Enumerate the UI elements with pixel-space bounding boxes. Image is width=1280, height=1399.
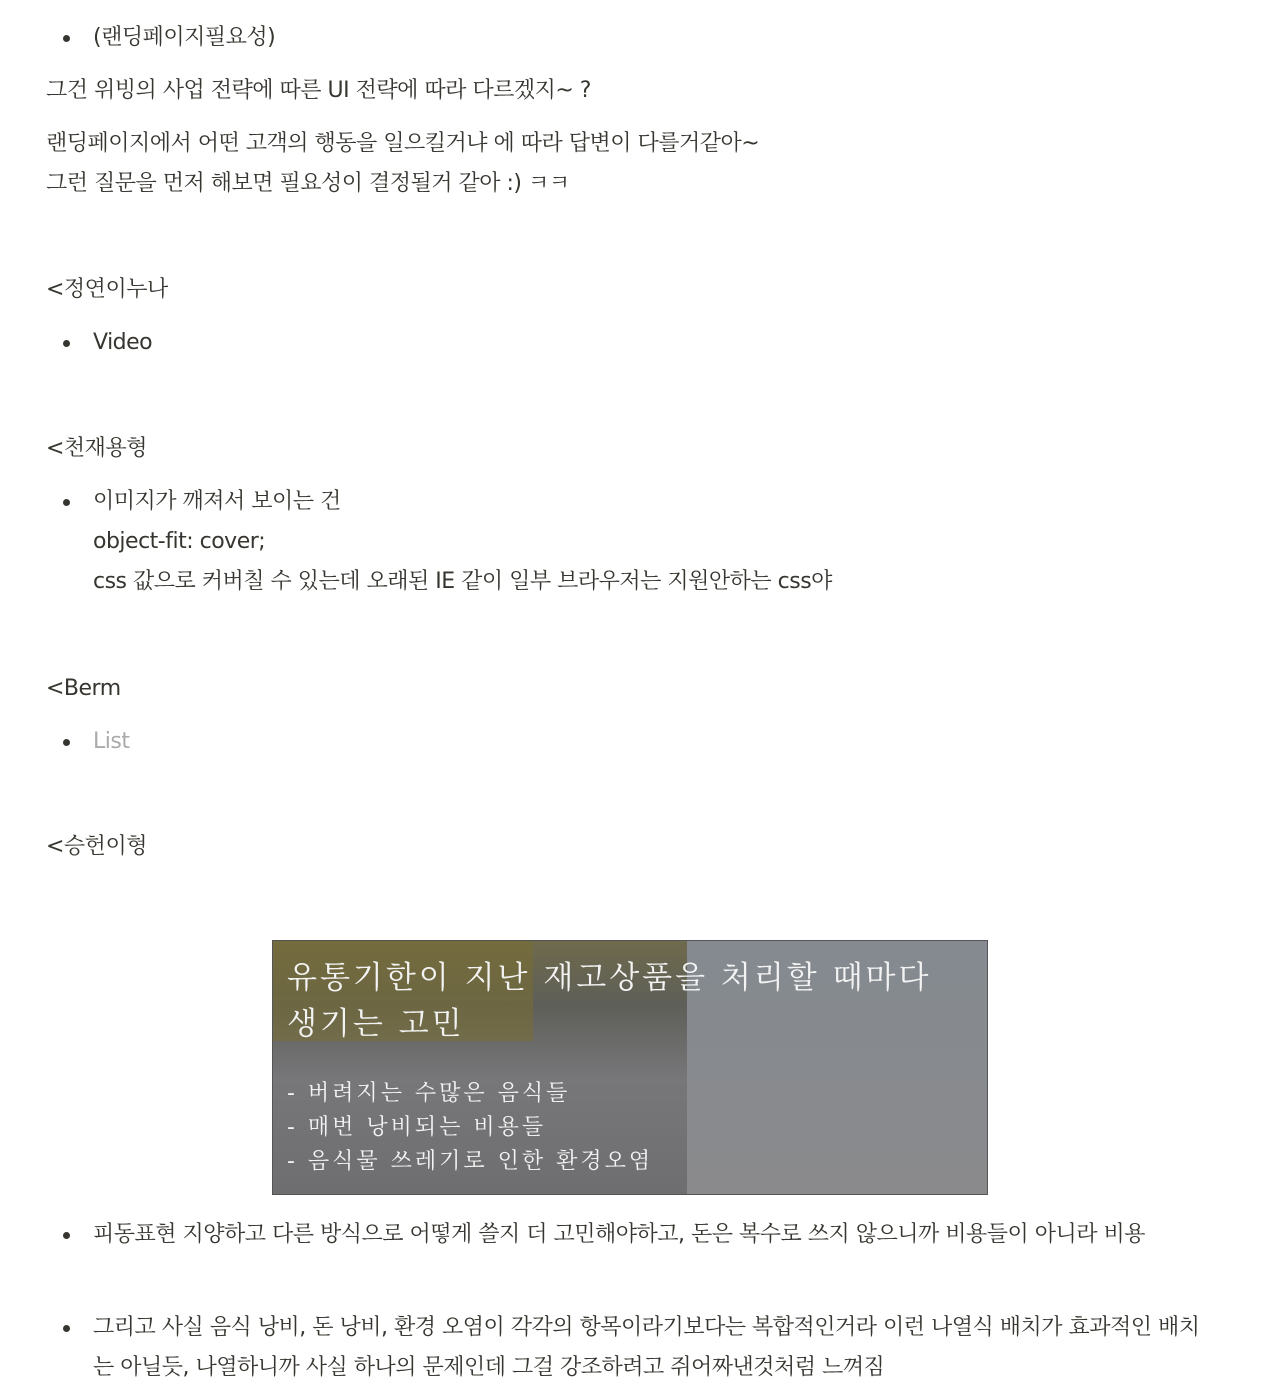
paragraph: 그런 질문을 먼저 해보면 필요성이 결정될거 같아 :) ㅋㅋ [46, 171, 570, 196]
image-title [287, 955, 931, 1047]
embedded-image [272, 940, 988, 1195]
bullet-line: object-fit: cover; [93, 529, 266, 554]
bullet-item: 그리고 사실 음식 낭비, 돈 낭비, 환경 오염이 각각의 항목이라기보다는 복합적인거라 이런 나열식 배치가 효과적인 배치는 아닐듯, 나열하니까 사실 하나의 문제인데 그걸 강조하려고 쥐어짜낸것처럼 느껴짐 [93, 1308, 1203, 1388]
bullet-item-placeholder[interactable]: List [93, 722, 129, 762]
section-heading: <승헌이형 [46, 834, 147, 859]
section-heading: <정연이누나 [46, 277, 168, 302]
section-heading: <천재용형 [46, 436, 147, 461]
bullet-item: Video [93, 323, 152, 363]
bullet-item: (랜딩페이지필요성) [93, 18, 275, 58]
bullet-item: 피동표현 지양하고 다른 방식으로 어떻게 쓸지 더 고민해야하고, 돈은 복수로 쓰지 않으니까 비용들이 아니라 비용 [93, 1215, 1203, 1255]
image-title-line: 생기는 고민 [287, 1006, 465, 1042]
bullet-line: 이미지가 깨져서 보이는 건 [93, 489, 341, 514]
image-list-item: - 매번 낭비되는 비용들 [287, 1115, 547, 1140]
paragraph: 랜딩페이지에서 어떤 고객의 행동을 일으킬거냐 에 따라 답변이 다를거같아~ [46, 131, 760, 156]
section-heading: <Berm [46, 676, 121, 701]
image-list [287, 1077, 653, 1179]
paragraph: 그건 위빙의 사업 전략에 따른 UI 전략에 따라 다르겠지~ ? [46, 78, 591, 103]
image-title-line: 유통기한이 지난 재고상품을 처리할 때마다 [287, 960, 932, 996]
image-list-item: - 음식물 쓰레기로 인한 환경오염 [287, 1149, 654, 1174]
bullet-item [93, 482, 832, 602]
image-list-item: - 버려지는 수많은 음식들 [287, 1081, 571, 1106]
bullet-line: css 값으로 커버칠 수 있는데 오래된 IE 같이 일부 브라우저는 지원안하는 css야 [93, 569, 832, 594]
